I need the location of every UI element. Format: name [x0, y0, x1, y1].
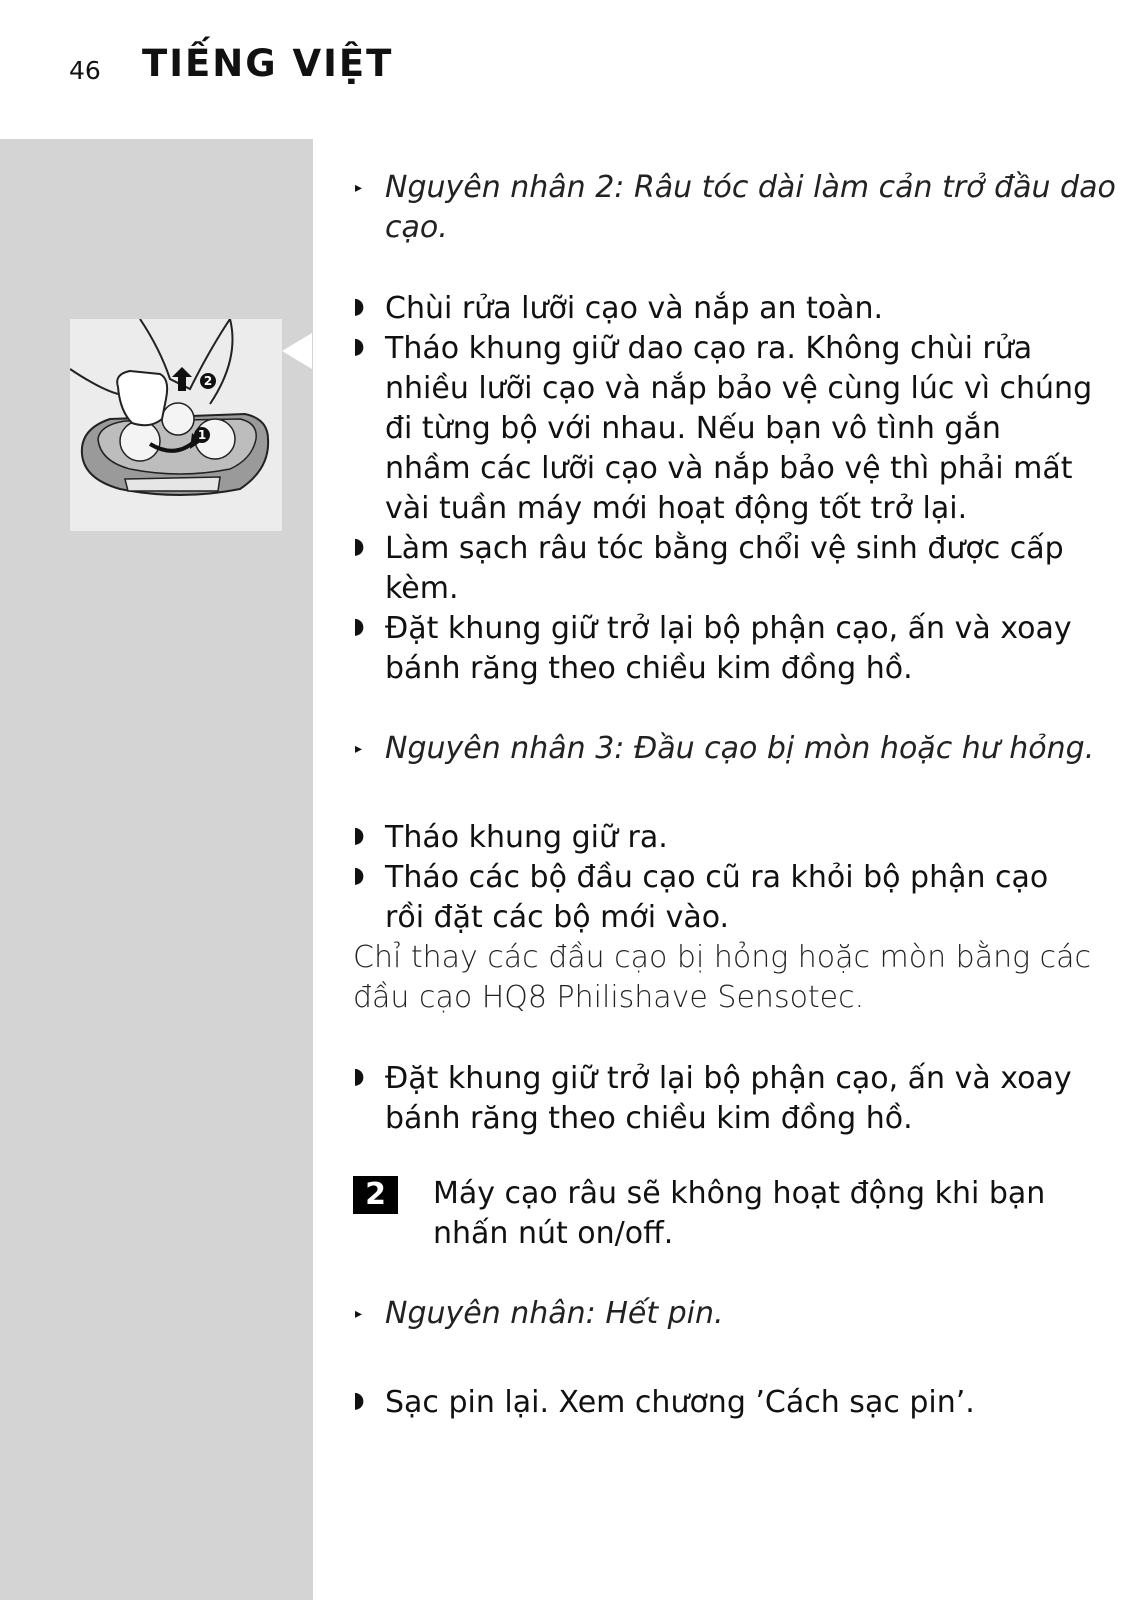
cause-2-triangle-icon: ▸: [355, 180, 363, 196]
cause-2-line-2: cạo.: [385, 210, 448, 245]
step-text: vài tuần máy mới hoạt động tốt trở lại.: [385, 491, 968, 526]
step-text: Đặt khung giữ trở lại bộ phận cạo, ấn và xoay: [385, 1061, 1072, 1096]
page-number: 46: [69, 56, 101, 85]
bullet-icon: ◗: [353, 534, 365, 559]
shaving-head-figure: [70, 319, 282, 531]
cause-3-line: Nguyên nhân 3: Đầu cạo bị mòn hoặc hư hỏng.: [385, 731, 1095, 766]
shaving-head-removal-illustration-icon: [70, 319, 282, 531]
cause-2-line-1: Nguyên nhân 2: Râu tóc dài làm cản trở đầu dao: [385, 170, 1116, 205]
figure-pointer: [282, 333, 312, 369]
step-text: nhầm các lưỡi cạo và nắp bảo vệ thì phải mất: [385, 451, 1073, 486]
note-line: Chỉ thay các đầu cạo bị hỏng hoặc mòn bằng các: [353, 940, 1092, 975]
cause-3-triangle-icon: ▸: [355, 741, 363, 757]
step-text: bánh răng theo chiều kim đồng hồ.: [385, 651, 913, 686]
page-title: TIẾNG VIỆT: [142, 42, 394, 85]
step-text: Chùi rửa lưỡi cạo và nắp an toàn.: [385, 291, 884, 326]
step-2-marker: 2: [200, 373, 216, 389]
step-text: rồi đặt các bộ mới vào.: [385, 900, 730, 935]
step-text: bánh răng theo chiều kim đồng hồ.: [385, 1101, 913, 1136]
cause-battery-triangle-icon: ▸: [355, 1306, 363, 1322]
step-text: Làm sạch râu tóc bằng chổi vệ sinh được cấp: [385, 531, 1064, 566]
step-text: đi từng bộ với nhau. Nếu bạn vô tình gắn: [385, 411, 1001, 446]
step-text: Tháo khung giữ ra.: [385, 820, 668, 855]
bullet-icon: ◗: [353, 823, 365, 848]
step-text: Tháo khung giữ dao cạo ra. Không chùi rửa: [385, 331, 1033, 366]
bullet-icon: ◗: [353, 1064, 365, 1089]
cause-battery-line: Nguyên nhân: Hết pin.: [385, 1296, 724, 1331]
bullet-icon: ◗: [353, 294, 365, 319]
note-line: đầu cạo HQ8 Philishave Sensotec.: [353, 980, 865, 1015]
step-text: nhiều lưỡi cạo và nắp bảo vệ cùng lúc vì chúng: [385, 371, 1093, 406]
step-text: kèm.: [385, 571, 459, 606]
step-text: Tháo các bộ đầu cạo cũ ra khỏi bộ phận cạo: [385, 860, 1049, 895]
bullet-icon: ◗: [353, 614, 365, 639]
bullet-icon: ◗: [353, 863, 365, 888]
bullet-icon: ◗: [353, 334, 365, 359]
problem-title-line: Máy cạo râu sẽ không hoạt động khi bạn: [433, 1176, 1046, 1211]
step-text: Đặt khung giữ trở lại bộ phận cạo, ấn và xoay: [385, 611, 1072, 646]
problem-number-badge: 2: [353, 1176, 398, 1214]
step-1-marker: 1: [194, 427, 210, 443]
problem-title-line: nhấn nút on/off.: [433, 1216, 674, 1251]
step-text: Sạc pin lại. Xem chương ’Cách sạc pin’.: [385, 1385, 975, 1420]
bullet-icon: ◗: [353, 1388, 365, 1413]
